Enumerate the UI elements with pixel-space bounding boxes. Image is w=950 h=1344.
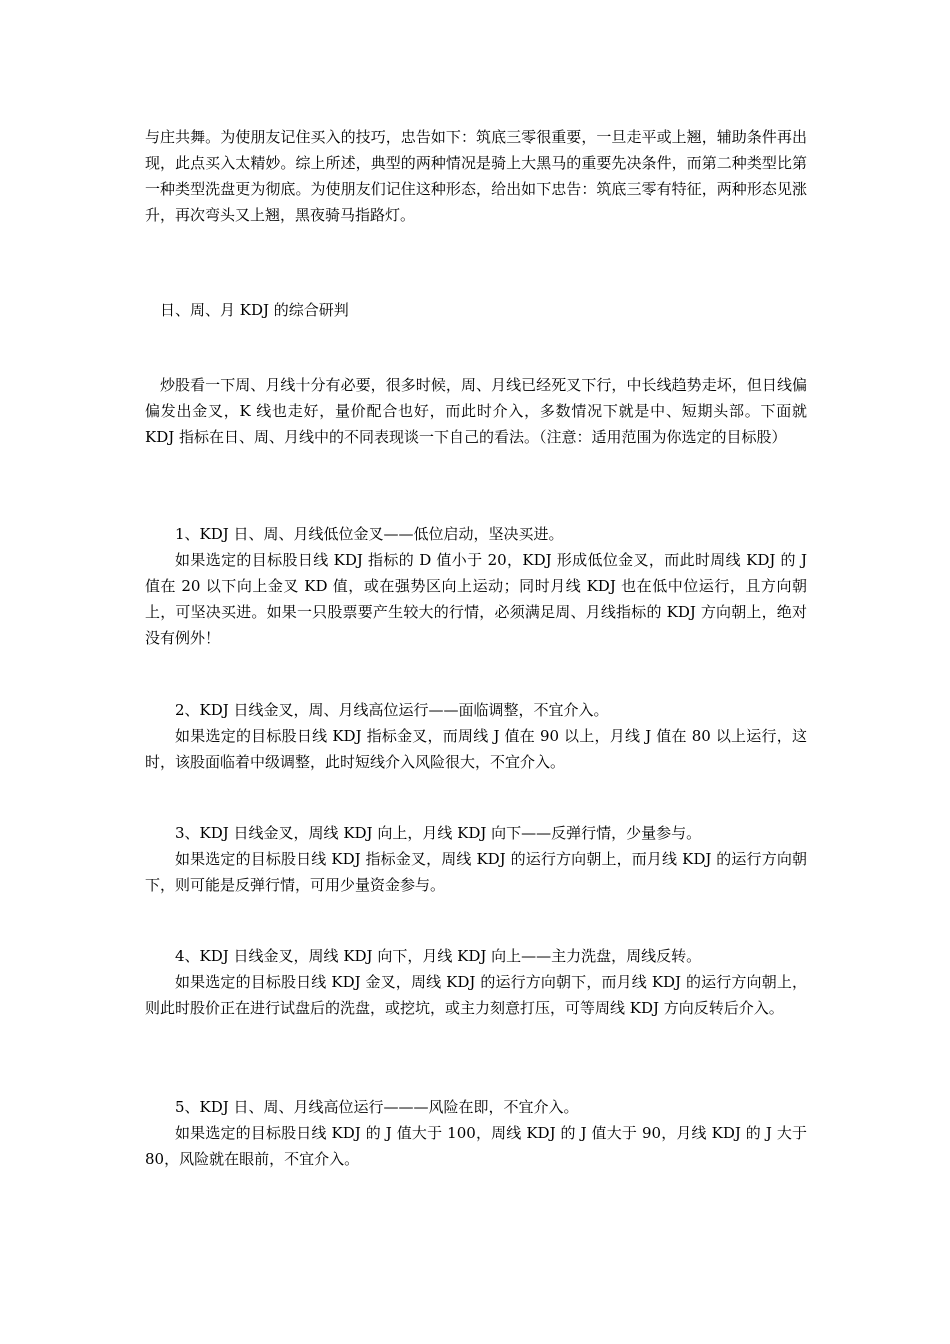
kdj-item-3 [145, 820, 807, 898]
item-title: 1、KDJ 日、周、月线低位金叉——低位启动，坚决买进。 [175, 525, 564, 543]
item-title: 2、KDJ 日线金叉，周、月线高位运行——面临调整，不宜介入。 [175, 701, 609, 719]
item-body: 如果选定的目标股日线 KDJ 的 J 值大于 100，周线 KDJ 的 J 值大于 90，月线 KDJ 的 J 大于 80，风险就在眼前，不宜介入。 [145, 1124, 807, 1168]
kdj-item-5 [145, 1094, 807, 1172]
item-title: 3、KDJ 日线金叉，周线 KDJ 向上，月线 KDJ 向下——反弹行情，少量参与。 [175, 824, 702, 842]
kdj-item-2 [145, 697, 807, 775]
item-title: 5、KDJ 日、周、月线高位运行———风险在即，不宜介入。 [175, 1098, 579, 1116]
item-body: 如果选定的目标股日线 KDJ 金叉，周线 KDJ 的运行方向朝下，而月线 KDJ 的运行方向朝上，则此时股价正在进行试盘后的洗盘，或挖坑，或主力刻意打压，可等周线 KDJ 方向反转后介入。 [145, 973, 807, 1017]
overview-paragraph: 炒股看一下周、月线十分有必要，很多时候，周、月线已经死叉下行，中长线趋势走坏，但日线偏偏发出金叉，K 线也走好，量价配合也好，而此时介入，多数情况下就是中、短期头部。下面就 KDJ 指标在日、周、月线中的不同表现谈一下自己的看法。（注意：适用范围为你选定的目标股） [145, 376, 807, 446]
kdj-item-1 [145, 521, 807, 651]
kdj-item-4 [145, 943, 807, 1021]
item-body: 如果选定的目标股日线 KDJ 指标金叉，周线 KDJ 的运行方向朝上，而月线 KDJ 的运行方向朝下，则可能是反弹行情，可用少量资金参与。 [145, 850, 807, 894]
item-body: 如果选定的目标股日线 KDJ 指标金叉，而周线 J 值在 90 以上，月线 J 值在 80 以上运行，这时，该股面临着中级调整，此时短线介入风险很大，不宜介入。 [145, 727, 807, 771]
item-title: 4、KDJ 日线金叉，周线 KDJ 向下，月线 KDJ 向上——主力洗盘，周线反转。 [175, 947, 702, 965]
item-body: 如果选定的目标股日线 KDJ 指标的 D 值小于 20，KDJ 形成低位金叉，而此时周线 KDJ 的 J 值在 20 以下向上金叉 KD 值，或在强势区向上运动；同时月线 KDJ 也在低中位运行，且方向朝上，可坚决买进。如果一只股票要产生较大的行情，必须满足周、月线指标的 KDJ 方向朝上，绝对没有例外！ [145, 551, 807, 647]
section-heading: 日、周、月 KDJ 的综合研判 [160, 301, 349, 319]
intro-paragraph: 与庄共舞。为使朋友记住买入的技巧，忠告如下：筑底三零很重要，一旦走平或上翘，辅助条件再出现，此点买入太精妙。综上所述，典型的两种情况是骑上大黑马的重要先决条件，而第二种类型比第一种类型洗盘更为彻底。为使朋友们记住这种形态，给出如下忠告：筑底三零有特征，两种形态见涨升，再次弯头又上翘，黑夜骑马指路灯。 [145, 128, 807, 224]
